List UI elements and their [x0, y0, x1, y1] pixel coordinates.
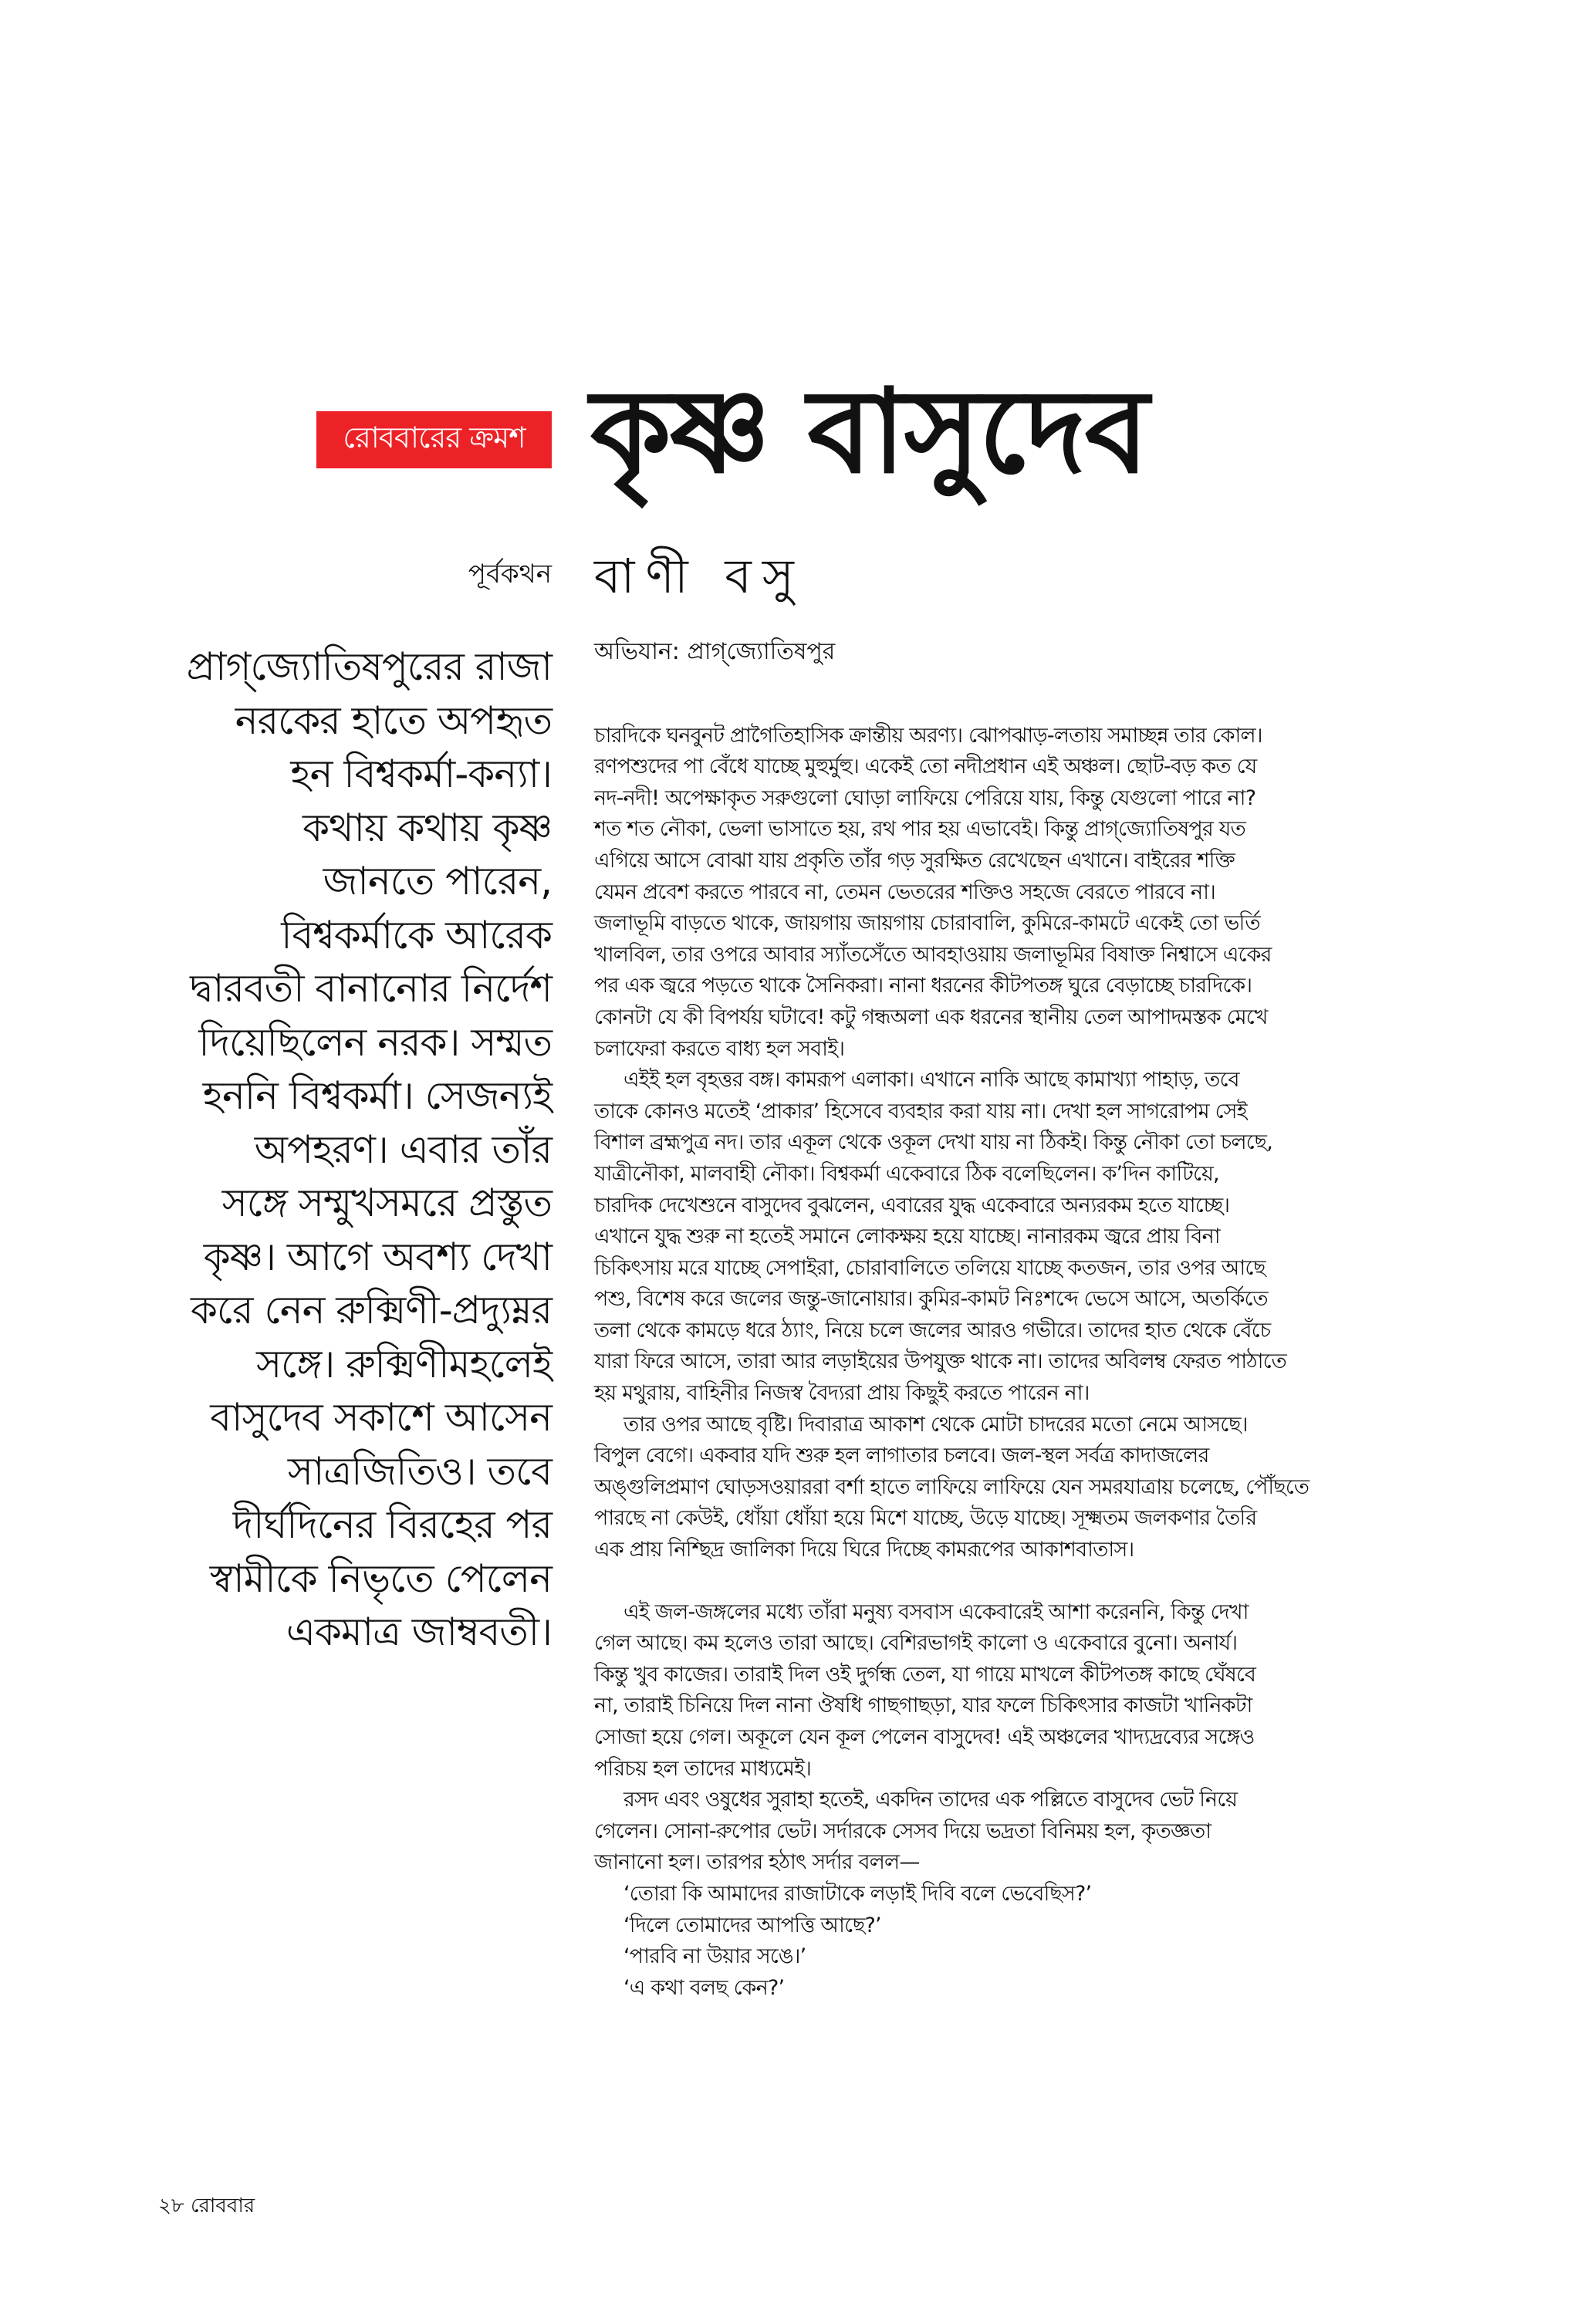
paragraph-line: বিশাল ব্রহ্মপুত্র নদ। তার একূল থেকে ওকূল দেখা যায় না ঠিকই। কিন্তু নৌকা তো চলছে, — [594, 1130, 1272, 1155]
pull-quote-line: করে নেন রুক্মিণী-প্রদ্যুম্নর — [190, 1288, 552, 1333]
paragraphs-container — [594, 721, 1451, 1879]
paragraph-line: যেমন প্রবেশ করতে পারবে না, তেমন ভেতরের শক্তিও সহজে বেরতে পারবে না। — [594, 880, 1215, 904]
paragraph-line: চিকিৎসায় মরে যাচ্ছে সেপাইরা, চোরাবালিতে তলিয়ে যাচ্ছে কতজন, তার ওপর আছে — [594, 1255, 1266, 1280]
paragraph-line: চারদিক দেখেশুনে বাসুদেব বুঝলেন, এবারের যুদ্ধ একেবারে অন্যরকম হতে যাচ্ছে। — [594, 1193, 1230, 1218]
article-paragraph — [594, 1410, 1451, 1566]
page-footer — [158, 2190, 255, 2224]
dialogue-line: ‘দিলে তোমাদের আপত্তি আছে?’ — [623, 1913, 881, 1937]
dialogue-line: ‘এ কথা বলছ কেন?’ — [623, 1975, 785, 2000]
paragraph-line: অঙ্গুলিপ্রমাণ ঘোড়সওয়াররা বর্শা হাতে লাফিয়ে লাফিয়ে যেন সমরযাত্রায় চলেছে, পৌঁছতে — [594, 1474, 1309, 1499]
paragraph-line: না, তারাই চিনিয়ে দিল নানা ঔষধি গাছগাছড়া, যার ফলে চিকিৎসার কাজটা খানিকটা — [594, 1694, 1252, 1718]
paragraph-line: পর এক জ্বরে পড়তে থাকে সৈনিকরা। নানা ধরনের কীটপতঙ্গ ঘুরে বেড়াচ্ছে চারদিকে। — [594, 974, 1252, 998]
paragraph-line: এগিয়ে আসে বোঝা যায় প্রকৃতি তাঁর গড় সুরক্ষিত রেখেছেন এখানে। বাইরের শক্তি — [594, 848, 1235, 873]
paragraph-line: তাকে কোনও মতেই ‘প্রাকার’ হিসেবে ব্যবহার করা যায় না। দেখা হল সাগরোপম সেই — [594, 1099, 1247, 1123]
article-paragraph — [594, 1785, 1451, 1879]
pull-quote-line: বাসুদেব সকাশে আসেন — [210, 1395, 552, 1440]
pull-quote-line: সঙ্গে। রুক্মিণীমহলেই — [256, 1341, 552, 1387]
paragraph-line: জানানো হল। তারপর হঠাৎ সর্দার বলল— — [594, 1850, 920, 1875]
paragraph-line: বিপুল বেগে। একবার যদি শুরু হল লাগাতার চলবে। জল-স্থল সর্বত্র কাদাজলের — [594, 1444, 1209, 1468]
article-body — [594, 637, 1451, 2004]
pull-quote-line: কথায় কথায় কৃষ্ণ — [302, 805, 552, 850]
series-banner — [316, 411, 552, 468]
paragraph-line: এখানে যুদ্ধ শুরু না হতেই সমানে লোকক্ষয় হয়ে যাচ্ছে। নানারকম জ্বরে প্রায় বিনা — [594, 1224, 1220, 1249]
dialogue-line: ‘তোরা কি আমাদের রাজাটাকে লড়াই দিবি বলে ভেবেছিস?’ — [623, 1881, 1092, 1906]
paragraph-line: চলাফেরা করতে বাধ্য হল সবাই। — [594, 1036, 845, 1061]
page-number: ২৮ — [158, 2194, 184, 2218]
publication-name: রোববার — [191, 2194, 255, 2218]
article-subtitle: অভিযান: প্রাগ্‌জ্যোতিষপুর — [594, 638, 836, 665]
paragraph-line: শত শত নৌকা, ভেলা ভাসাতে হয়, রথ পার হয় এভাবেই। কিন্তু প্রাগ্‌জ্যোতিষপুর যত — [594, 817, 1245, 842]
paragraph-line: যারা ফিরে আসে, তারা আর লড়াইয়ের উপযুক্ত থাকে না। তাদের অবিলম্ব ফেরত পাঠাতে — [594, 1349, 1287, 1374]
paragraph-line: রসদ এবং ওষুধের সুরাহা হতেই, একদিন তাদের এক পল্লিতে বাসুদেব ভেট নিয়ে — [623, 1788, 1238, 1812]
pull-quote-line: বিশ্বকর্মাকে আরেক — [281, 912, 552, 958]
paragraph-line: পারছে না কেউই, ধোঁয়া ধোঁয়া হয়ে মিশে যাচ্ছে, উড়ে যাচ্ছে। সূক্ষ্মতম জলকণার তৈরি — [594, 1506, 1257, 1531]
article-title: কৃষ্ণ বাসুদেব — [590, 365, 1148, 499]
paragraph-line: তার ওপর আছে বৃষ্টি। দিবারাত্র আকাশ থেকে মোটা চাদরের মতো নেমে আসছে। — [623, 1412, 1248, 1437]
paragraph-line: এক প্রায় নিশ্ছিদ্র জালিকা দিয়ে ঘিরে দিচ্ছে কামরূপের আকাশবাতাস। — [594, 1538, 1134, 1562]
pull-quote-line: অপহরণ। এবার তাঁর — [254, 1127, 552, 1172]
pull-quote-line: একমাত্র জাম্ববতী। — [286, 1610, 552, 1654]
pull-quote-line: কৃষ্ণ। আগে অবশ্য দেখা — [203, 1234, 552, 1279]
paragraph-line: কিন্তু খুব কাজের। তারাই দিল ওই দুর্গন্ধ তেল, যা গায়ে মাখলে কীটপতঙ্গ কাছে ঘেঁষবে — [594, 1662, 1256, 1687]
dialogue-block — [594, 1879, 1451, 2004]
pull-quote — [147, 640, 552, 1660]
pull-quote-line: সঙ্গে সম্মুখসমরে প্রস্তুত — [221, 1181, 552, 1225]
paragraph-line: চারদিকে ঘনবুনট প্রাগৈতিহাসিক ক্রান্তীয় অরণ্য। ঝোপঝাড়-লতায় সমাচ্ছন্ন তার কোল। — [594, 723, 1262, 748]
paragraph-line: পশু, বিশেষ করে জলের জন্তু-জানোয়ার। কুমির-কামট নিঃশব্দে ভেসে আসে, অতর্কিতে — [594, 1287, 1268, 1312]
paragraph-line: খালবিল, তার ওপরে আবার স্যাঁতসেঁতে আবহাওয়ায় জলাভূমির বিষাক্ত নিশ্বাসে একের — [594, 942, 1272, 967]
paragraph-gap — [594, 1566, 1451, 1597]
pull-quote-line: জানতে পারেন, — [323, 859, 552, 904]
paragraph-line: যাত্রীনৌকা, মালবাহী নৌকা। বিশ্বকর্মা একেবারে ঠিক বলেছিলেন। ক’দিন কাটিয়ে, — [594, 1161, 1219, 1186]
series-banner-label: রোববারের ক্রমশ — [343, 421, 525, 454]
paragraph-line: হয় মথুরায়, বাহিনীর নিজস্ব বৈদ্যরা প্রায় কিছুই করতে পারেন না। — [594, 1381, 1090, 1406]
paragraph-line: গেল আছে। কম হলেও তারা আছে। বেশিরভাগই কালো ও একেবারে বুনো। অনার্য। — [594, 1631, 1238, 1656]
article-paragraph — [594, 1597, 1451, 1785]
paragraph-line: তলা থেকে কামড়ে ধরে ঠ্যাং, নিয়ে চলে জলের আরও গভীরে। তাদের হাত থেকে বেঁচে — [594, 1318, 1271, 1343]
article-paragraph — [594, 1065, 1451, 1410]
paragraph-line: রণপশুদের পা বেঁধে যাচ্ছে মুহুর্মুহু। একেই তো নদীপ্রধান এই অঞ্চল। ছোট-বড় কত যে — [594, 755, 1257, 779]
pull-quote-line: সাত্রজিতিও। তবে — [287, 1448, 552, 1494]
paragraph-line: কোনটা যে কী বিপর্যয় ঘটাবে! কটু গন্ধঅলা এক ধরনের স্থানীয় তেল আপাদমস্তক মেখে — [594, 1005, 1268, 1029]
paragraph-line: এই জল-জঙ্গলের মধ্যে তাঁরা মনুষ্য বসবাস একেবারেই আশা করেননি, কিন্তু দেখা — [623, 1599, 1249, 1624]
paragraph-line: এইই হল বৃহত্তর বঙ্গ। কামরূপ এলাকা। এখানে নাকি আছে কামাখ্যা পাহাড়, তবে — [623, 1068, 1239, 1093]
pull-quote-line: দিয়েছিলেন নরক। সম্মত — [198, 1019, 552, 1065]
author-byline: বাণী বসু — [594, 548, 805, 604]
pull-quote-line: হননি বিশ্বকর্মা। সেজন্যই — [202, 1073, 552, 1118]
pull-quote-line: প্রাগ্‌জ্যোতিষপুরের রাজা — [186, 644, 552, 689]
paragraph-line: পরিচয় হল তাদের মাধ্যমেই। — [594, 1756, 812, 1781]
pull-quote-line: স্বামীকে নিভৃতে পেলেন — [209, 1556, 552, 1601]
paragraph-line: সোজা হয়ে গেল। অকূলে যেন কূল পেলেন বাসুদেব! এই অঞ্চলের খাদ্যদ্রব্যের সঙ্গেও — [594, 1725, 1255, 1749]
paragraph-line: জলাভূমি বাড়তে থাকে, জায়গায় জায়গায় চোরাবালি, কুমিরে-কামটে একেই তো ভর্তি — [594, 911, 1260, 936]
dialogue-line: ‘পারবি না উয়ার সঙে।’ — [623, 1944, 806, 1969]
pull-quote-line: দীর্ঘদিনের বিরহের পর — [232, 1502, 552, 1547]
pull-quote-line: দ্বারবতী বানানোর নির্দেশ — [190, 966, 552, 1011]
kicker-label: পূর্বকথন — [468, 559, 552, 589]
pull-quote-line: হন বিশ্বকর্মা-কন্যা। — [290, 752, 552, 796]
article-paragraph — [594, 721, 1451, 1066]
paragraph-line: গেলেন। সোনা-রুপোর ভেট। সর্দারকে সেসব দিয়ে ভদ্রতা বিনিময় হল, কৃতজ্ঞতা — [594, 1819, 1211, 1843]
pull-quote-line: নরকের হাতে অপহৃত — [235, 698, 552, 743]
paragraph-line: নদ-নদী! অপেক্ষাকৃত সরুগুলো ঘোড়া লাফিয়ে পেরিয়ে যায়, কিন্তু যেগুলো পারে না? — [594, 785, 1256, 810]
